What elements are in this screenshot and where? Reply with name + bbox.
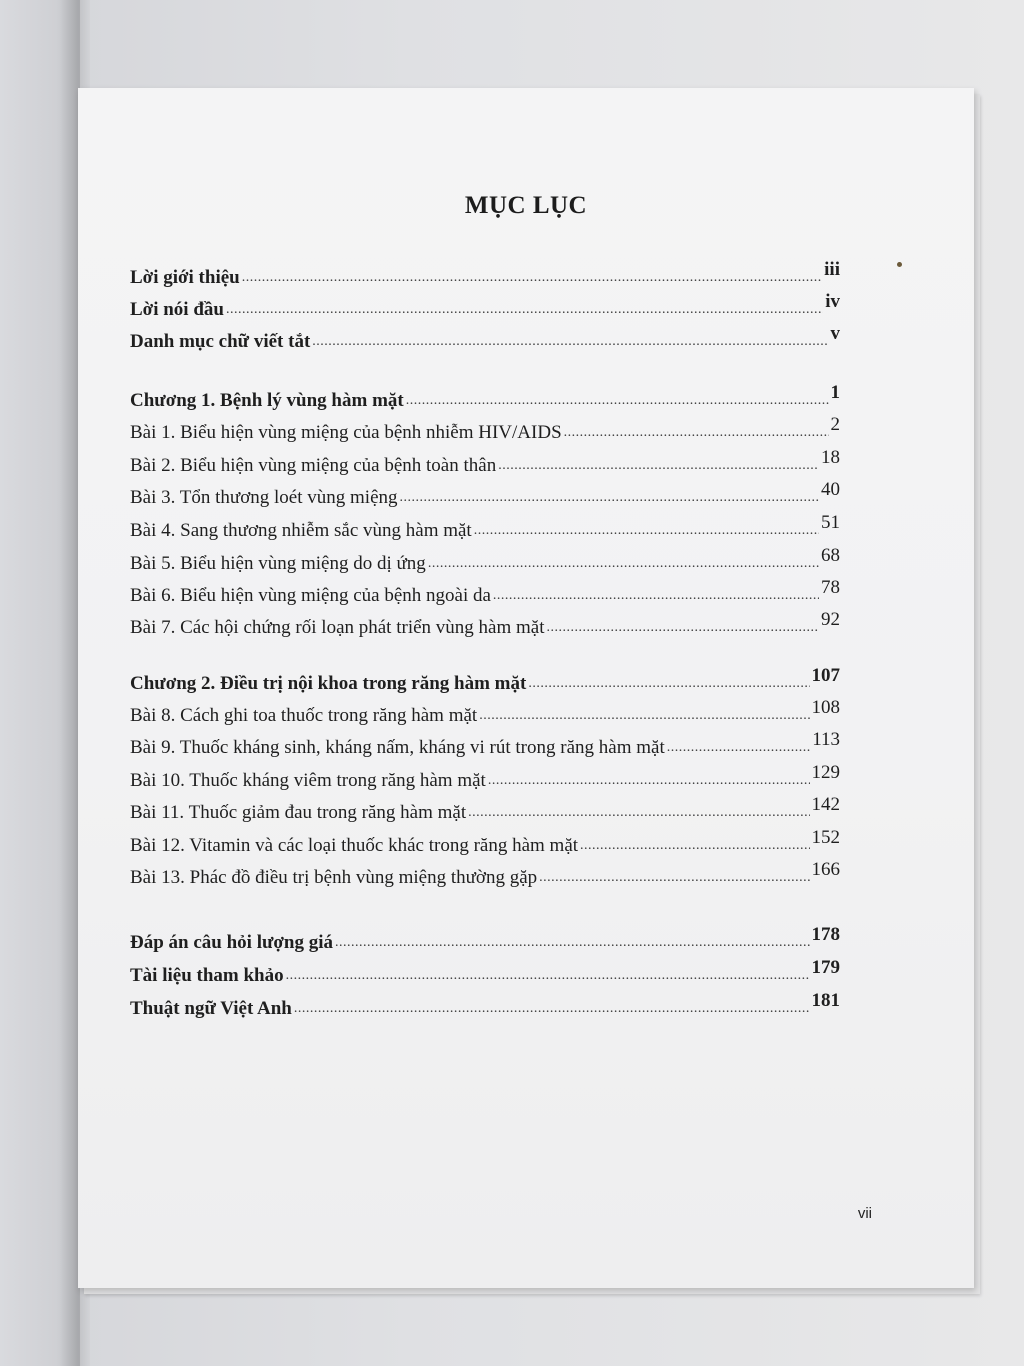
toc-entry-page: 68 — [821, 545, 840, 566]
toc-lesson-8[interactable] — [130, 699, 840, 727]
toc-entry-label: Lời nói đầu — [130, 299, 224, 320]
toc-entry-page: 166 — [811, 859, 840, 880]
toc-lesson-12[interactable] — [130, 829, 840, 857]
toc-lesson-3[interactable] — [130, 481, 840, 509]
dot-leader — [667, 737, 810, 759]
toc-entry-page: 18 — [821, 447, 840, 468]
toc-lesson-5[interactable] — [130, 547, 840, 575]
toc-lesson-1[interactable] — [130, 416, 840, 444]
toc-entry-label: Thuật ngữ Việt Anh — [130, 998, 292, 1019]
toc-entry-label: Lời giới thiệu — [130, 267, 240, 288]
toc-entry-label: Bài 6. Biểu hiện vùng miệng của bệnh ngoài da — [130, 585, 491, 606]
toc-lesson-6[interactable] — [130, 579, 840, 607]
toc-entry-page: 51 — [821, 512, 840, 533]
dot-leader — [488, 770, 810, 792]
toc-entry-label: Bài 5. Biểu hiện vùng miệng do dị ứng — [130, 553, 426, 574]
paper-speck — [897, 262, 902, 267]
toc-lesson-2[interactable] — [130, 449, 840, 477]
toc-entry-page: 181 — [811, 990, 840, 1011]
toc-entry-page: 179 — [811, 957, 840, 978]
dot-leader — [493, 585, 819, 607]
toc-lesson-10[interactable] — [130, 764, 840, 792]
toc-entry-front-3[interactable] — [130, 325, 840, 353]
toc-page — [78, 88, 974, 1288]
toc-lesson-7[interactable] — [130, 611, 840, 639]
toc-chapter-2[interactable] — [130, 667, 840, 695]
toc-entry-page: 92 — [821, 609, 840, 630]
dot-leader — [428, 553, 819, 575]
toc-entry-label: Danh mục chữ viết tắt — [130, 331, 311, 352]
dot-leader — [406, 390, 829, 412]
toc-entry-front-2[interactable] — [130, 293, 840, 321]
dot-leader — [474, 520, 819, 542]
toc-chapter-label: Chương 2. Điều trị nội khoa trong răng hàm mặt — [130, 673, 527, 694]
toc-entry-page: 142 — [811, 794, 840, 815]
toc-entry-label: Đáp án câu hỏi lượng giá — [130, 932, 333, 953]
toc-lesson-9[interactable] — [130, 731, 840, 759]
toc-entry-page: 1 — [830, 382, 840, 403]
toc-lesson-13[interactable] — [130, 861, 840, 889]
toc-entry-label: Bài 8. Cách ghi toa thuốc trong răng hàm mặt — [130, 705, 478, 726]
dot-leader — [479, 705, 809, 727]
toc-entry-page: 2 — [830, 414, 840, 435]
toc-entry-label: Tài liệu tham khảo — [130, 965, 284, 986]
dot-leader — [564, 422, 829, 444]
toc-lesson-11[interactable] — [130, 796, 840, 824]
toc-entry-label: Bài 10. Thuốc kháng viêm trong răng hàm mặt — [130, 770, 486, 791]
dot-leader — [335, 932, 810, 954]
toc-entry-back-1[interactable] — [130, 926, 840, 954]
toc-chapter-label: Chương 1. Bệnh lý vùng hàm mặt — [130, 390, 404, 411]
dot-leader — [242, 267, 822, 289]
toc-entry-page: iii — [824, 259, 840, 280]
toc-entry-page: 178 — [811, 924, 840, 945]
toc-entry-back-2[interactable] — [130, 959, 840, 987]
page-title: MỤC LỤC — [464, 192, 588, 219]
dot-leader — [286, 965, 810, 987]
dot-leader — [498, 455, 819, 477]
dot-leader — [294, 998, 810, 1020]
toc-entry-back-3[interactable] — [130, 992, 840, 1020]
dot-leader — [539, 867, 809, 889]
toc-entry-label: Bài 2. Biểu hiện vùng miệng của bệnh toàn thân — [130, 455, 497, 476]
toc-entry-page: 107 — [811, 665, 840, 686]
toc-entry-label: Bài 4. Sang thương nhiễm sắc vùng hàm mặt — [130, 520, 472, 541]
dot-leader — [528, 673, 809, 695]
toc-chapter-1[interactable] — [130, 384, 840, 412]
toc-entry-page: 40 — [821, 479, 840, 500]
toc-entry-label: Bài 13. Phác đồ điều trị bệnh vùng miệng thường gặp — [130, 867, 538, 888]
toc-entry-front-1[interactable] — [130, 261, 840, 289]
dot-leader — [400, 487, 819, 509]
toc-entry-page: v — [830, 323, 840, 344]
toc-entry-label: Bài 12. Vitamin và các loại thuốc khác trong răng hàm mặt — [130, 835, 579, 856]
toc-entry-label: Bài 11. Thuốc giảm đau trong răng hàm mặt — [130, 802, 467, 823]
toc-entry-page: 108 — [811, 697, 840, 718]
toc-entry-label: Bài 9. Thuốc kháng sinh, kháng nấm, kháng vi rút trong răng hàm mặt — [130, 737, 665, 758]
dot-leader — [546, 617, 819, 639]
page-folio: vii — [857, 1205, 872, 1222]
toc-entry-page: 78 — [821, 577, 840, 598]
dot-leader — [312, 331, 828, 353]
dot-leader — [580, 835, 809, 857]
dot-leader — [226, 299, 823, 321]
toc-entry-page: 152 — [811, 827, 840, 848]
toc-entry-label: Bài 7. Các hội chứng rối loạn phát triển vùng hàm mặt — [130, 617, 545, 638]
dot-leader — [468, 802, 809, 824]
toc-entry-label: Bài 1. Biểu hiện vùng miệng của bệnh nhiễm HIV/AIDS — [130, 422, 562, 443]
toc-entry-label: Bài 3. Tổn thương loét vùng miệng — [130, 487, 398, 508]
toc-entry-page: 129 — [811, 762, 840, 783]
toc-lesson-4[interactable] — [130, 514, 840, 542]
toc-entry-page: iv — [825, 291, 840, 312]
toc-entry-page: 113 — [812, 729, 840, 750]
